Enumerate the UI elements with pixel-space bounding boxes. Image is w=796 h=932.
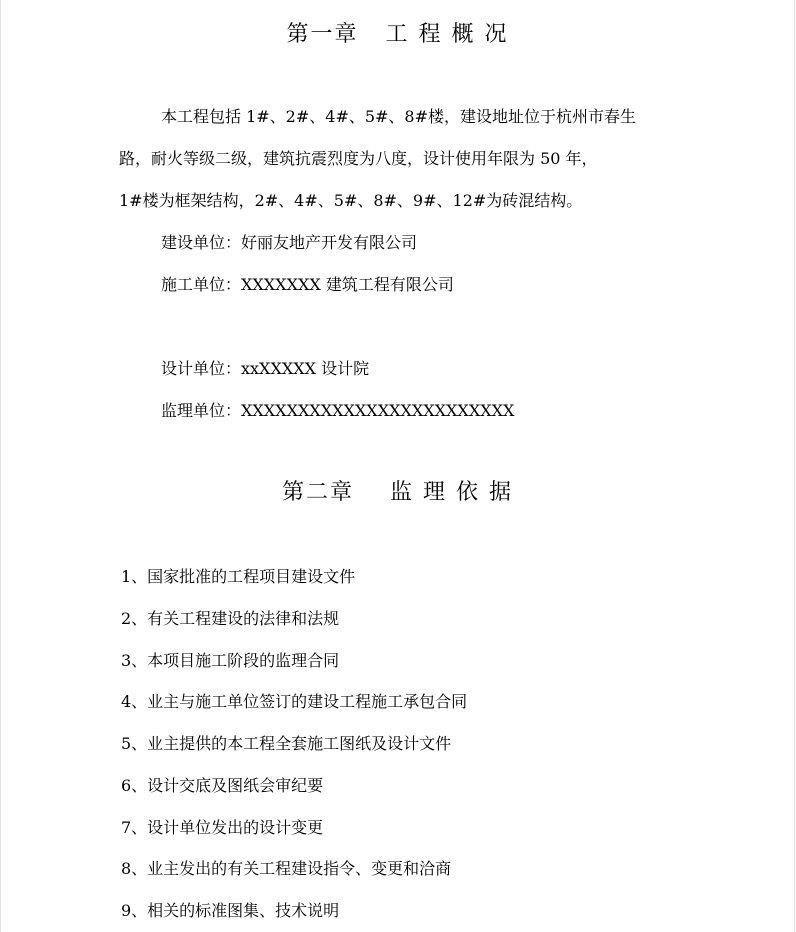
paragraph-line-2: 路，耐火等级二级，建筑抗震烈度为八度，设计使用年限为 50 年， <box>119 149 598 168</box>
chapter2-title: 第二章 监 理 依 据 <box>282 480 513 505</box>
list-item: 7、设计单位发出的设计变更 <box>121 818 324 837</box>
list-item: 2、有关工程建设的法律和法规 <box>121 609 340 628</box>
list-item: 6、设计交底及图纸会审纪要 <box>121 776 324 795</box>
supervision-unit: 监理单位：XXXXXXXXXXXXXXXXXXXXXXXX <box>161 401 515 420</box>
paragraph-line-1: 本工程包括 1#、2#、4#、5#、8#楼，建设地址位于杭州市春生 <box>161 107 637 126</box>
chapter1-title: 第一章 工 程 概 况 <box>286 22 509 47</box>
list-item: 8、业主发出的有关工程建设指令、变更和洽商 <box>121 859 452 878</box>
list-item: 5、业主提供的本工程全套施工图纸及设计文件 <box>121 734 452 753</box>
paragraph-line-3: 1#楼为框架结构，2#、4#、5#、8#、9#、12#为砖混结构。 <box>119 191 583 210</box>
list-item: 3、本项目施工阶段的监理合同 <box>121 651 340 670</box>
builder-unit: 施工单位：XXXXXXX 建筑工程有限公司 <box>161 275 454 294</box>
list-item: 9、相关的标准图集、技术说明 <box>121 901 340 920</box>
design-unit: 设计单位：xxXXXXX 设计院 <box>161 359 370 378</box>
list-item: 4、业主与施工单位签订的建设工程施工承包合同 <box>121 692 468 711</box>
construction-unit: 建设单位：好丽友地产开发有限公司 <box>161 233 418 252</box>
list-item: 1、国家批准的工程项目建设文件 <box>121 567 356 586</box>
